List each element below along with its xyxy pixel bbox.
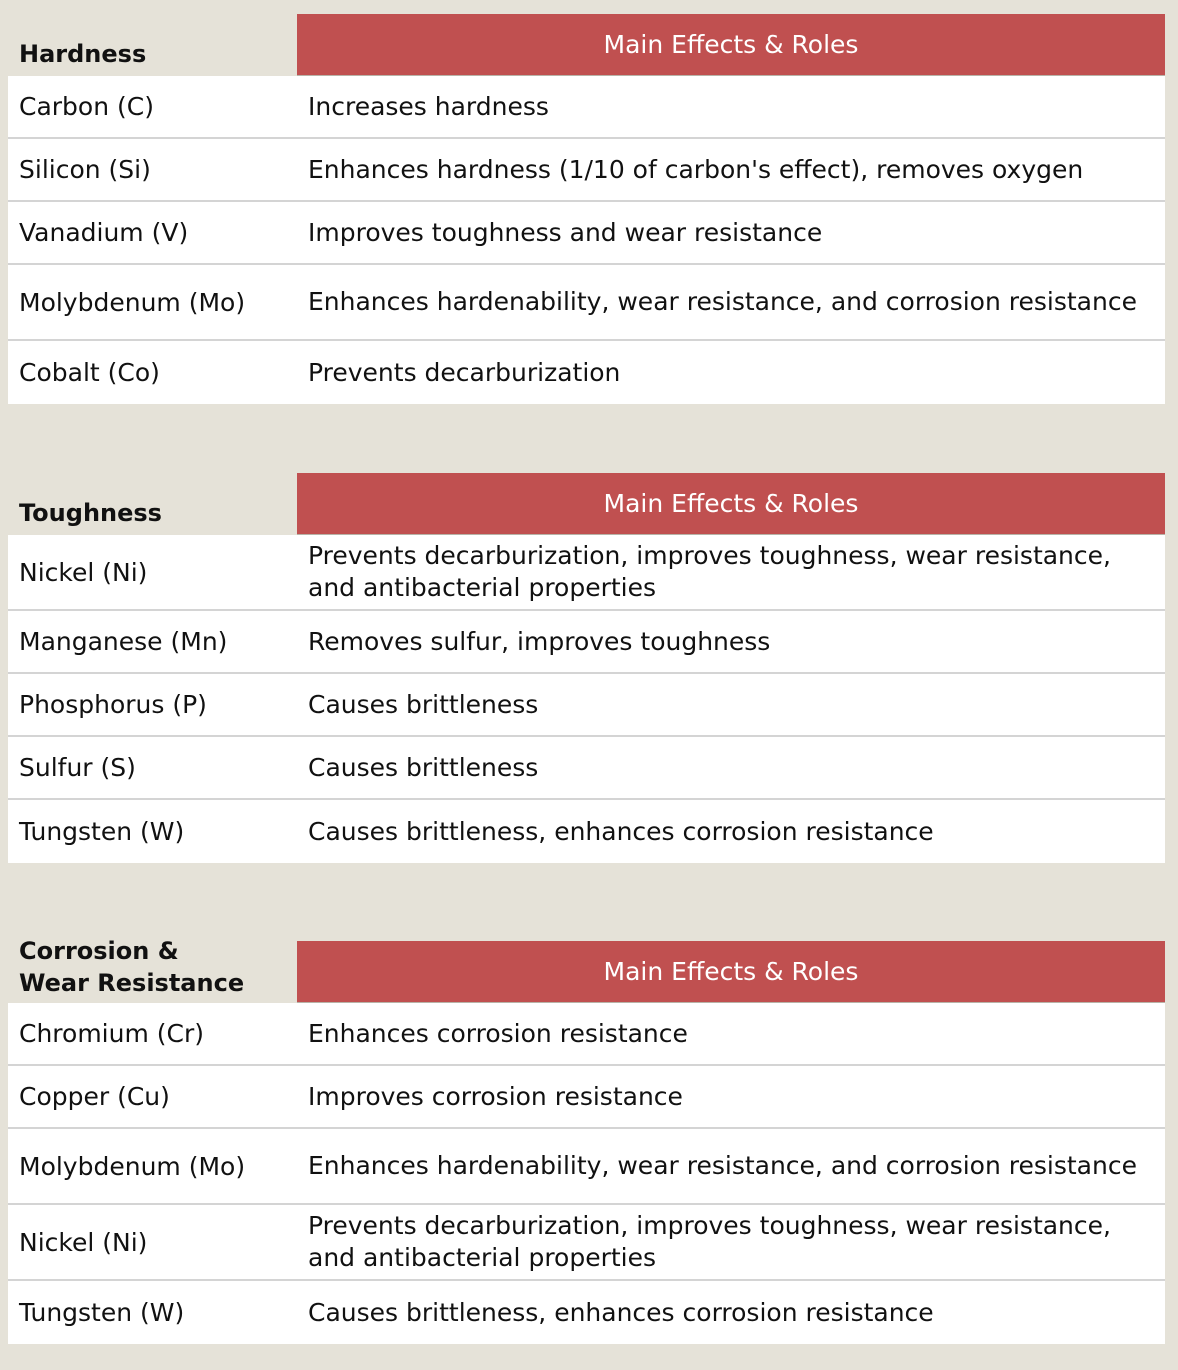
effect-cell: Improves toughness and wear resistance — [308, 217, 823, 247]
table-header — [8, 937, 1165, 1003]
effect-cell: Causes brittleness — [308, 689, 539, 719]
table-row — [8, 800, 1165, 863]
element-cell: Molybdenum (Mo) — [19, 287, 246, 317]
effect-cell: Enhances hardenability, wear resistance, and corrosion resistance — [308, 287, 1137, 316]
table-row — [8, 76, 1165, 139]
category-title: Toughness — [19, 499, 162, 527]
element-cell: Manganese (Mn) — [19, 627, 228, 656]
category-title — [19, 935, 299, 999]
element-cell: Molybdenum (Mo) — [19, 1151, 246, 1181]
element-cell: Nickel (Ni) — [19, 1227, 148, 1257]
table-row — [8, 1129, 1165, 1205]
element-cell: Tungsten (W) — [19, 1298, 185, 1327]
table-row — [8, 1066, 1165, 1129]
table-row — [8, 265, 1165, 341]
table-row — [8, 139, 1165, 202]
element-cell: Carbon (C) — [19, 92, 154, 121]
column-header: Main Effects & Roles — [297, 473, 1165, 535]
category-title-line1: Corrosion & — [19, 937, 179, 965]
effect-cell: Enhances hardenability, wear resistance, and corrosion resistance — [308, 1151, 1137, 1180]
table-row — [8, 1281, 1165, 1344]
effect-cell: Causes brittleness, enhances corrosion resistance — [308, 816, 934, 846]
element-cell: Vanadium (V) — [19, 218, 189, 247]
corrosion-wear-table — [8, 937, 1165, 1344]
table-row — [8, 674, 1165, 737]
column-header: Main Effects & Roles — [297, 941, 1165, 1003]
effect-cell: Prevents decarburization, improves toughness, wear resistance, and antibacterial properties — [308, 1211, 1111, 1272]
element-cell: Copper (Cu) — [19, 1082, 170, 1111]
table-header — [8, 473, 1165, 535]
table-row — [8, 202, 1165, 265]
table-row — [8, 341, 1165, 404]
table-row — [8, 1205, 1165, 1281]
column-header: Main Effects & Roles — [297, 14, 1165, 76]
toughness-table — [8, 473, 1165, 863]
category-title: Hardness — [19, 40, 147, 68]
element-cell: Chromium (Cr) — [19, 1019, 205, 1048]
effect-cell: Enhances corrosion resistance — [308, 1018, 688, 1048]
effect-cell: Improves corrosion resistance — [308, 1081, 683, 1111]
category-title-line2: Wear Resistance — [19, 969, 245, 997]
hardness-table — [8, 14, 1165, 404]
table-row — [8, 611, 1165, 674]
table-row — [8, 535, 1165, 611]
table-row — [8, 737, 1165, 800]
effect-cell: Removes sulfur, improves toughness — [308, 626, 771, 656]
effect-cell: Increases hardness — [308, 91, 549, 121]
element-cell: Silicon (Si) — [19, 155, 151, 184]
effect-cell: Causes brittleness, enhances corrosion resistance — [308, 1297, 934, 1327]
effect-cell: Prevents decarburization, improves toughness, wear resistance, and antibacterial properties — [308, 541, 1111, 602]
element-cell: Tungsten (W) — [19, 817, 185, 846]
element-cell: Sulfur (S) — [19, 753, 136, 782]
table-row — [8, 1003, 1165, 1066]
table-header — [8, 14, 1165, 76]
element-cell: Cobalt (Co) — [19, 358, 160, 387]
effect-cell: Prevents decarburization — [308, 357, 621, 387]
element-cell: Phosphorus (P) — [19, 690, 207, 719]
effect-cell: Causes brittleness — [308, 752, 539, 782]
element-cell: Nickel (Ni) — [19, 557, 148, 587]
effect-cell: Enhances hardness (1/10 of carbon's effect), removes oxygen — [308, 154, 1084, 184]
